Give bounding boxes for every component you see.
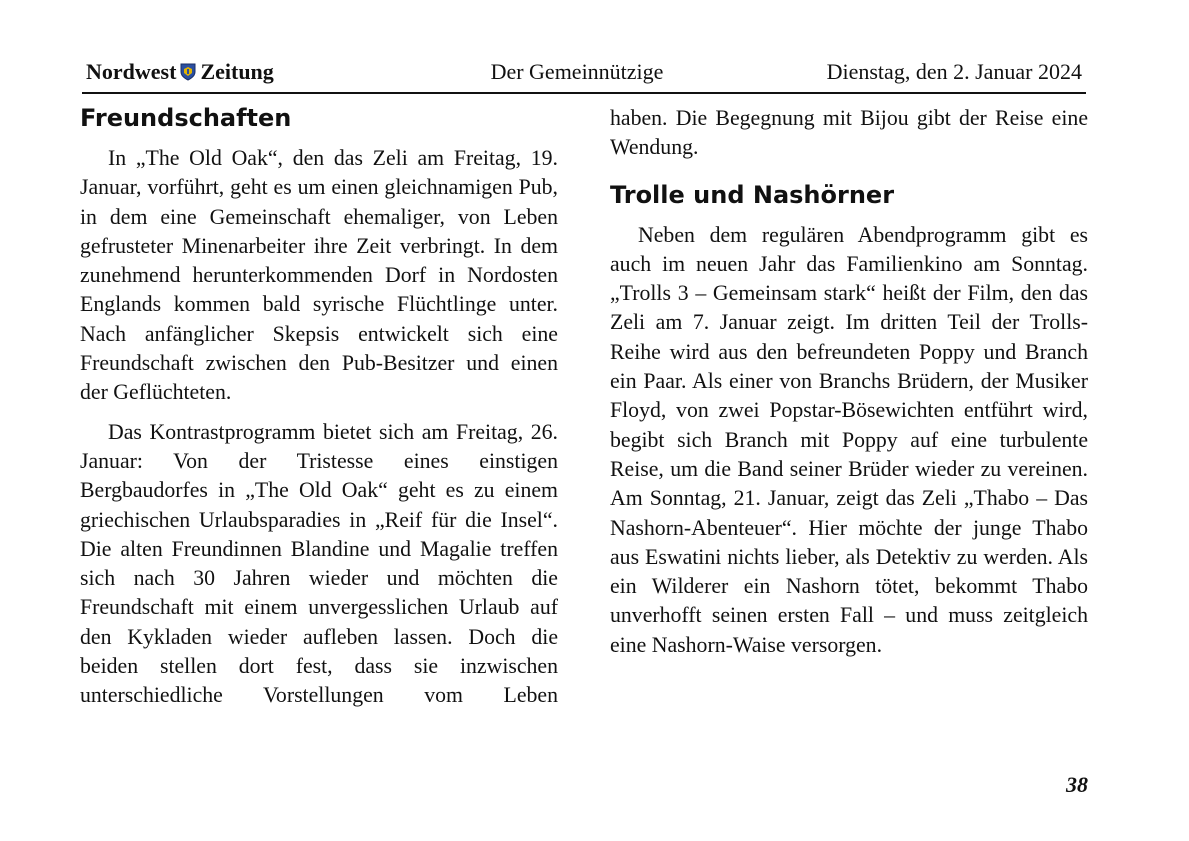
- article-paragraph: Das Kontrastprogramm bietet sich am Freitag, 26. Januar: Von der Tristesse eines einstigen Bergbaudorfes in „The Old Oak“ geht es zu einem griechischen Urlaubsparadies in „Reif für die Insel“. Die alten Freundinnen Blandine und Magalie treffen sich nach 30 Jahren wieder und möchten die Freundschaft mit einem unvergesslichen Urlaub auf den Kykladen wieder aufleben lassen. Doch die beiden stellen dort fest, dass sie inzwischen unterschiedliche Vorstellungen vom Leben: [80, 419, 558, 708]
- article-continuation: haben. Die Begegnung mit Bijou gibt der Reise eine Wendung.: [610, 106, 1088, 160]
- left-column: [80, 100, 558, 711]
- right-column: [610, 100, 1088, 660]
- crest-icon: [180, 63, 196, 81]
- article-paragraph: Neben dem regulären Abendprogramm gibt es auch im neuen Jahr das Familienkino am Sonntag. „Trolls 3 – Gemeinsam stark“ heißt der Film, den das Zeli am 7. Januar zeigt. Im dritten Teil der Trolls-Reihe wird aus den befreundeten Poppy und Branch ein Paar. Als einer von Branchs Brüdern, der Musiker Floyd, von zwei Popstar-Bösewichten entführt wird, begibt sich Branch mit Poppy auf eine turbulente Reise, um die Band seiner Brüder wieder zu vereinen. Am Sonntag, 21. Januar, zeigt das Zeli „Thabo – Das Nashorn-Abenteuer“. Hier möchte der junge Thabo aus Eswatini nichts lieber, als Detektiv zu werden. Als ein Wilderer ein Nashorn tötet, bekommt Thabo unverhofft seinen ersten Fall – und muss zeitgleich eine Nashorn-Waise versorgen.: [610, 222, 1088, 657]
- masthead-word-left: Nordwest: [86, 59, 177, 84]
- page-header: [82, 56, 1086, 94]
- masthead-word-right: Zeitung: [200, 59, 274, 84]
- article-heading-trolle: Trolle und Nashörner: [610, 180, 895, 209]
- masthead-logo: [86, 59, 274, 85]
- page-number: 38: [1066, 772, 1088, 797]
- issue-date: Dienstag, den 2. Januar 2024: [826, 59, 1082, 84]
- article-paragraph: In „The Old Oak“, den das Zeli am Freitag, 19. Januar, vorführt, geht es um einen gleichnamigen Pub, in dem eine Gemeinschaft ehemaliger, von Leben gefrusteter Minenarbeiter ihre Zeit verbringt. In dem zunehmend herunterkommenden Dorf in Nordosten Englands kommen bald syrische Flüchtlinge unter. Nach anfänglicher Skepsis entwickelt sich eine Freundschaft zwischen den Pub-Besitzer und einen der Geflüchteten.: [80, 146, 558, 405]
- section-title: Der Gemeinnützige: [490, 59, 664, 84]
- article-heading-freundschaften: Freundschaften: [80, 104, 292, 132]
